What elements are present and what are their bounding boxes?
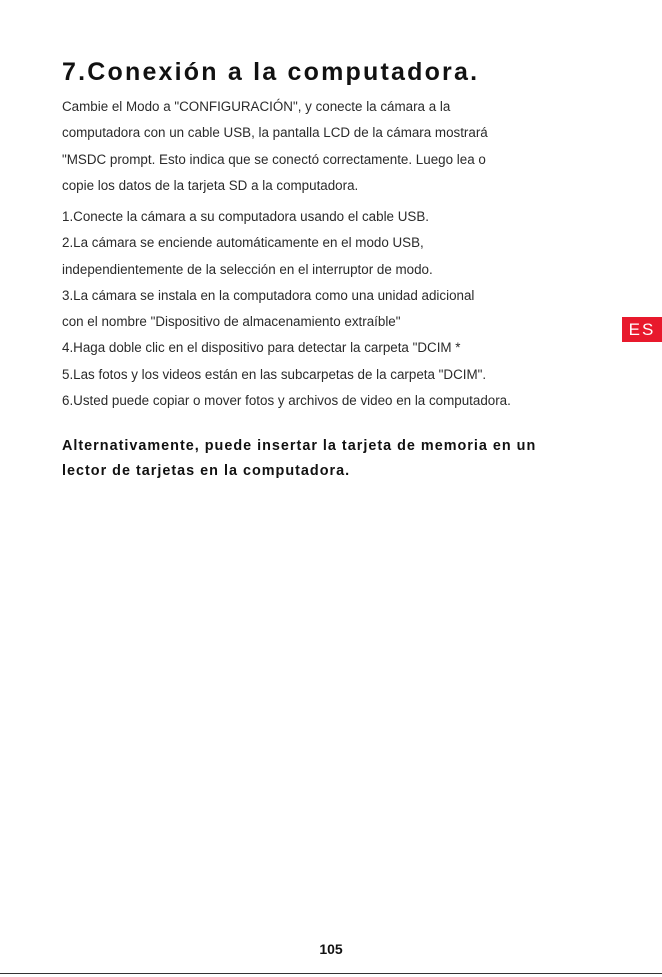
intro-line: computadora con un cable USB, la pantalla LCD de la cámara mostrará (62, 125, 488, 141)
language-badge: ES (622, 317, 662, 342)
step-line: 4.Haga doble clic en el dispositivo para detectar la carpeta "DCIM * (62, 340, 461, 356)
step-line: 6.Usted puede copiar o mover fotos y archivos de video en la computadora. (62, 393, 511, 409)
step-line: 3.La cámara se instala en la computadora como una unidad adicional (62, 287, 475, 303)
intro-line: copie los datos de la tarjeta SD a la computadora. (62, 177, 359, 193)
note-line: Alternativamente, puede insertar la tarjeta de memoria en un (62, 438, 537, 454)
intro-line: Cambie el Modo a "CONFIGURACIÓN", y conecte la cámara a la (62, 99, 451, 114)
intro-paragraph (62, 94, 622, 199)
section-title: 7.Conexión a la computadora. (62, 58, 480, 86)
step-line: 2.La cámara se enciende automáticamente en el modo USB, (62, 235, 424, 251)
page-number: 105 (319, 941, 343, 957)
intro-line: "MSDC prompt. Esto indica que se conectó correctamente. Luego lea o (62, 151, 486, 167)
step-line: 1.Conecte la cámara a su computadora usando el cable USB. (62, 209, 429, 224)
step-line: con el nombre "Dispositivo de almacenamiento extraíble" (62, 314, 401, 330)
bottom-divider (0, 973, 662, 974)
alternative-note (62, 434, 536, 484)
step-line: independientemente de la selección en el interruptor de modo. (62, 261, 433, 277)
steps-list (62, 204, 622, 414)
step-line: 5.Las fotos y los videos están en las subcarpetas de la carpeta "DCIM". (62, 366, 487, 382)
note-line: lector de tarjetas en la computadora. (62, 463, 351, 479)
